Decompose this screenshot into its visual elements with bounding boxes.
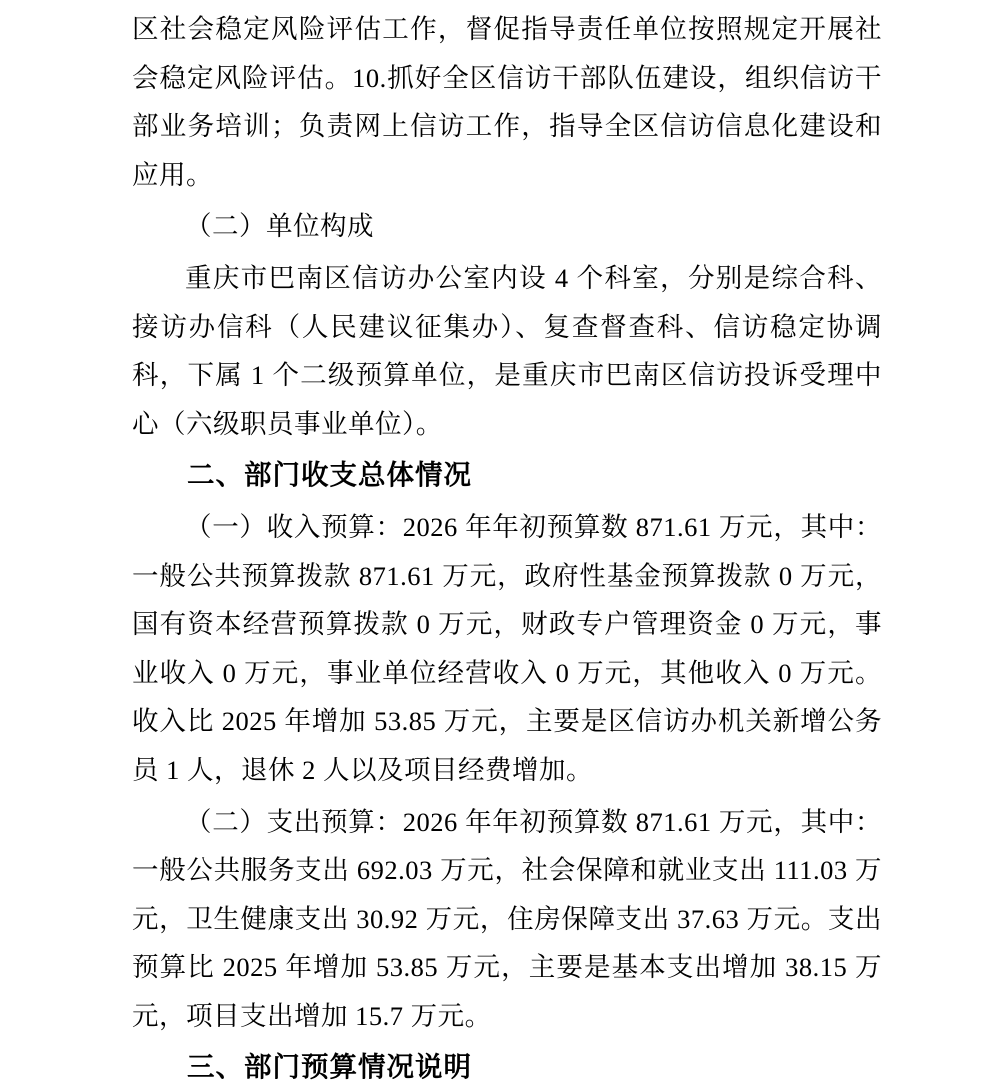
paragraph-duties-continuation: 区社会稳定风险评估工作，督促指导责任单位按照规定开展社会稳定风险评估。10.抓好全区信访干部队伍建设，组织信访干部业务培训；负责网上信访工作，指导全区信访信息化建设和应用。: [132, 14, 882, 190]
heading-section-2-revenue-expenditure-overview: 二、部门收支总体情况: [187, 459, 472, 491]
paragraph-expenditure-budget: （二）支出预算：2026 年年初预算数 871.61 万元，其中：一般公共服务支出 692.03 万元，社会保障和就业支出 111.03 万元，卫生健康支出 30.92 万元，住房保障支出 37.63 万元。支出预算比 2025 年增加 53.85 万元，主要是基本支出增加 38.15 万元，项目支出增加 15.7 万元。: [132, 806, 882, 1031]
paragraph-unit-composition: 重庆市巴南区信访办公室内设 4 个科室，分别是综合科、接访办信科（人民建议征集办）、复查督查科、信访稳定协调科，下属 1 个二级预算单位，是重庆市巴南区信访投诉受理中心（六级职员事业单位）。: [132, 262, 882, 439]
paragraph-revenue-budget: （一）收入预算：2026 年年初预算数 871.61 万元，其中：一般公共预算拨款 871.61 万元，政府性基金预算拨款 0 万元，国有资本经营预算拨款 0 万元，财政专户管理资金 0 万元，事业收入 0 万元，事业单位经营收入 0 万元，其他收入 0 万元。收入比 2025 年增加 53.85 万元，主要是区信访办机关新增公务员 1 人，退休 2 人以及项目经费增加。: [132, 511, 882, 785]
subheading-unit-composition: （二）单位构成: [185, 211, 374, 242]
heading-section-3-budget-explanation: 三、部门预算情况说明: [187, 1051, 472, 1083]
